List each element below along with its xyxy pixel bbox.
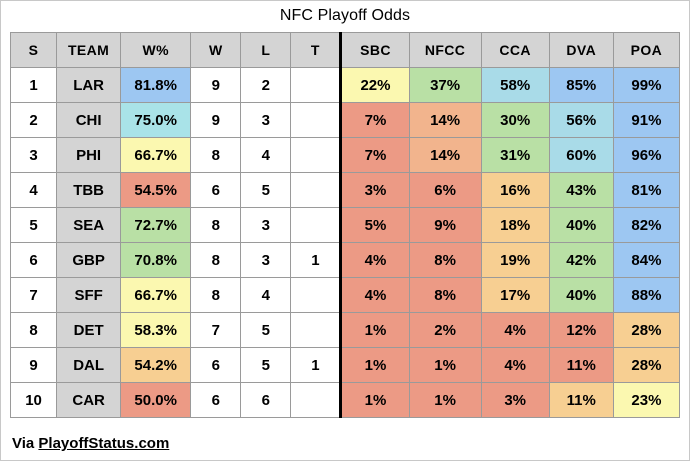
table-row [11, 348, 680, 383]
cell-dva: 40% [549, 208, 613, 243]
cell-losses: 5 [241, 313, 291, 348]
table-row [11, 68, 680, 103]
cell-wins: 8 [191, 208, 241, 243]
cell-nfcc: 2% [409, 313, 481, 348]
cell-sbc: 7% [341, 138, 409, 173]
cell-poa: 81% [613, 173, 679, 208]
cell-seed: 9 [11, 348, 57, 383]
cell-dva: 56% [549, 103, 613, 138]
cell-poa: 96% [613, 138, 679, 173]
cell-poa: 91% [613, 103, 679, 138]
page-title: NFC Playoff Odds [279, 7, 411, 24]
cell-sbc: 4% [341, 278, 409, 313]
cell-cca: 4% [481, 313, 549, 348]
cell-losses: 5 [241, 173, 291, 208]
cell-winpct: 58.3% [121, 313, 191, 348]
cell-winpct: 66.7% [121, 278, 191, 313]
cell-dva: 12% [549, 313, 613, 348]
cell-wins: 6 [191, 383, 241, 418]
cell-wins: 7 [191, 313, 241, 348]
cell-seed: 8 [11, 313, 57, 348]
table-row [11, 173, 680, 208]
footer-via-label: Via [12, 435, 39, 452]
cell-sbc: 1% [341, 313, 409, 348]
header-row [11, 33, 680, 68]
cell-losses: 4 [241, 278, 291, 313]
cell-ties [291, 278, 341, 313]
cell-losses: 6 [241, 383, 291, 418]
cell-poa: 28% [613, 313, 679, 348]
cell-wins: 8 [191, 278, 241, 313]
column-header-poa: POA [613, 33, 679, 68]
cell-ties [291, 138, 341, 173]
cell-winpct: 50.0% [121, 383, 191, 418]
cell-seed: 5 [11, 208, 57, 243]
table-row [11, 243, 680, 278]
table-row [11, 313, 680, 348]
cell-nfcc: 14% [409, 138, 481, 173]
cell-cca: 16% [481, 173, 549, 208]
table-header [11, 33, 680, 68]
cell-ties: 1 [291, 243, 341, 278]
cell-cca: 30% [481, 103, 549, 138]
column-header-sbc: SBC [341, 33, 409, 68]
cell-cca: 4% [481, 348, 549, 383]
table-row [11, 278, 680, 313]
cell-wins: 9 [191, 103, 241, 138]
cell-sbc: 3% [341, 173, 409, 208]
cell-team: CAR [57, 383, 121, 418]
column-header-cca: CCA [481, 33, 549, 68]
cell-winpct: 70.8% [121, 243, 191, 278]
cell-dva: 11% [549, 383, 613, 418]
cell-nfcc: 8% [409, 278, 481, 313]
cell-losses: 2 [241, 68, 291, 103]
cell-losses: 3 [241, 208, 291, 243]
cell-team: DET [57, 313, 121, 348]
cell-cca: 18% [481, 208, 549, 243]
cell-nfcc: 1% [409, 348, 481, 383]
cell-ties [291, 103, 341, 138]
cell-seed: 7 [11, 278, 57, 313]
cell-seed: 3 [11, 138, 57, 173]
column-header-seed: S [11, 33, 57, 68]
cell-seed: 1 [11, 68, 57, 103]
cell-winpct: 72.7% [121, 208, 191, 243]
cell-winpct: 81.8% [121, 68, 191, 103]
cell-winpct: 54.5% [121, 173, 191, 208]
column-header-ties: T [291, 33, 341, 68]
cell-seed: 4 [11, 173, 57, 208]
cell-team: CHI [57, 103, 121, 138]
table-body [11, 68, 680, 418]
footer-credit [12, 435, 169, 452]
cell-dva: 85% [549, 68, 613, 103]
cell-losses: 4 [241, 138, 291, 173]
cell-team: SEA [57, 208, 121, 243]
cell-sbc: 4% [341, 243, 409, 278]
column-header-dva: DVA [549, 33, 613, 68]
cell-nfcc: 14% [409, 103, 481, 138]
cell-cca: 31% [481, 138, 549, 173]
cell-losses: 3 [241, 103, 291, 138]
table-row [11, 383, 680, 418]
cell-winpct: 75.0% [121, 103, 191, 138]
column-header-losses: L [241, 33, 291, 68]
cell-nfcc: 9% [409, 208, 481, 243]
cell-cca: 3% [481, 383, 549, 418]
cell-ties [291, 173, 341, 208]
cell-sbc: 22% [341, 68, 409, 103]
cell-poa: 99% [613, 68, 679, 103]
cell-cca: 58% [481, 68, 549, 103]
cell-wins: 8 [191, 138, 241, 173]
cell-dva: 43% [549, 173, 613, 208]
cell-seed: 10 [11, 383, 57, 418]
cell-sbc: 7% [341, 103, 409, 138]
cell-ties [291, 68, 341, 103]
cell-ties [291, 208, 341, 243]
cell-sbc: 1% [341, 383, 409, 418]
cell-ties: 1 [291, 348, 341, 383]
cell-dva: 60% [549, 138, 613, 173]
cell-wins: 8 [191, 243, 241, 278]
cell-seed: 2 [11, 103, 57, 138]
cell-nfcc: 1% [409, 383, 481, 418]
column-header-nfcc: NFCC [409, 33, 481, 68]
cell-team: TBB [57, 173, 121, 208]
cell-wins: 9 [191, 68, 241, 103]
cell-poa: 28% [613, 348, 679, 383]
cell-poa: 23% [613, 383, 679, 418]
cell-seed: 6 [11, 243, 57, 278]
cell-poa: 88% [613, 278, 679, 313]
cell-nfcc: 6% [409, 173, 481, 208]
cell-nfcc: 37% [409, 68, 481, 103]
cell-ties [291, 383, 341, 418]
cell-team: PHI [57, 138, 121, 173]
cell-ties [291, 313, 341, 348]
cell-cca: 19% [481, 243, 549, 278]
cell-team: GBP [57, 243, 121, 278]
cell-nfcc: 8% [409, 243, 481, 278]
cell-sbc: 5% [341, 208, 409, 243]
cell-dva: 40% [549, 278, 613, 313]
cell-dva: 42% [549, 243, 613, 278]
cell-losses: 5 [241, 348, 291, 383]
cell-winpct: 54.2% [121, 348, 191, 383]
table-row [11, 138, 680, 173]
column-header-winpct: W% [121, 33, 191, 68]
cell-dva: 11% [549, 348, 613, 383]
footer-site-link[interactable]: PlayoffStatus.com [38, 435, 170, 452]
playoff-odds-table [10, 32, 680, 418]
cell-sbc: 1% [341, 348, 409, 383]
column-header-wins: W [191, 33, 241, 68]
cell-team: SFF [57, 278, 121, 313]
cell-team: DAL [57, 348, 121, 383]
cell-cca: 17% [481, 278, 549, 313]
column-header-team: TEAM [57, 33, 121, 68]
cell-wins: 6 [191, 348, 241, 383]
cell-team: LAR [57, 68, 121, 103]
table-row [11, 103, 680, 138]
table-row [11, 208, 680, 243]
cell-losses: 3 [241, 243, 291, 278]
cell-poa: 82% [613, 208, 679, 243]
cell-winpct: 66.7% [121, 138, 191, 173]
cell-wins: 6 [191, 173, 241, 208]
cell-poa: 84% [613, 243, 679, 278]
